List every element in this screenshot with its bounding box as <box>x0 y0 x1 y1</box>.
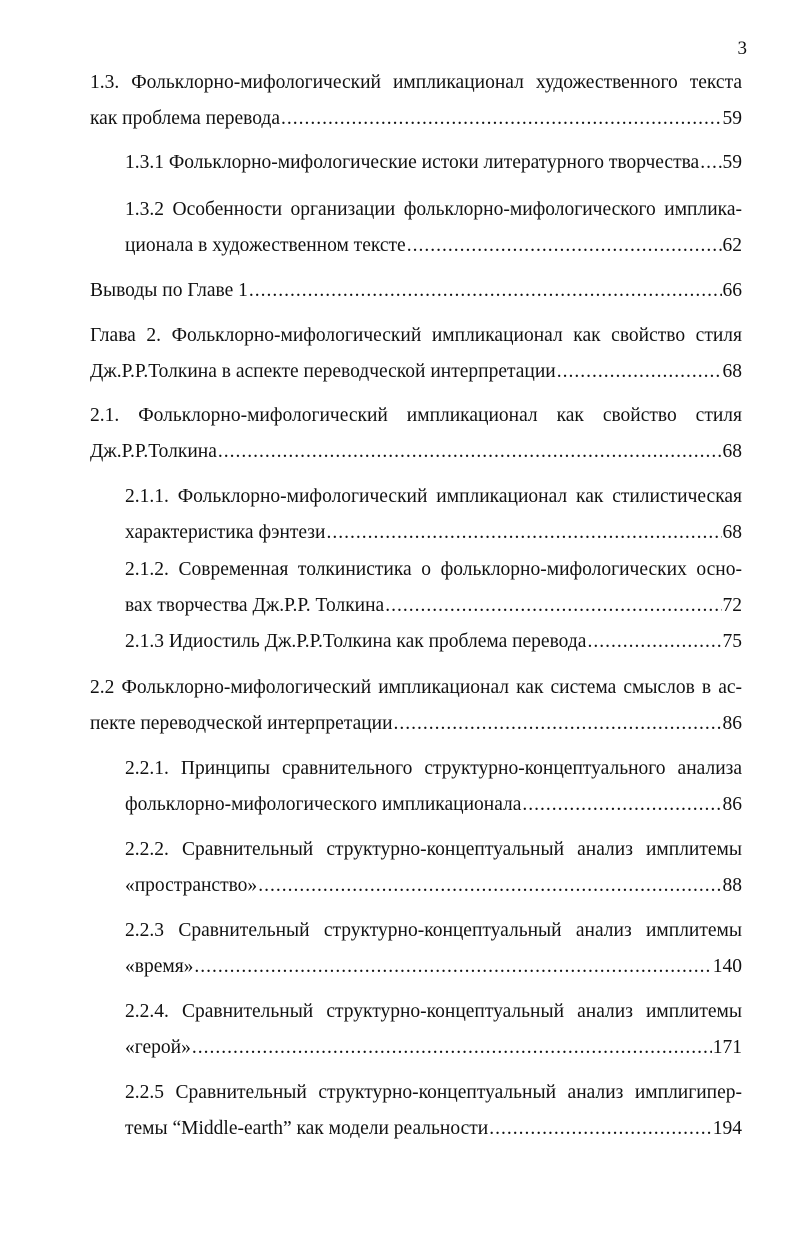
dot-leader <box>281 104 721 134</box>
dot-leader <box>194 952 711 982</box>
dot-leader <box>385 591 721 621</box>
dot-leader <box>394 709 722 739</box>
toc-entry-title: фольклорно-мифологического импликационала <box>125 794 522 815</box>
toc-entry-2-2 <box>90 709 742 739</box>
toc-entry-title: темы “Middle-earth” как модели реальности <box>125 1118 489 1139</box>
toc-entry-2-1-1-line1: 2.1.1. Фольклорно-мифологический импликационал как стилистическая <box>125 486 742 507</box>
toc-entry-page: 140 <box>712 956 742 977</box>
toc-entry-2-1-3 <box>125 627 742 657</box>
toc-entry-page: 59 <box>722 108 742 129</box>
toc-entry-page: 86 <box>722 713 742 734</box>
toc-entry-title: 2.1.3 Идиостиль Дж.Р.Р.Толкина как проблема перевода <box>125 631 587 652</box>
toc-entry-page: 72 <box>722 595 742 616</box>
toc-entry-1-3-1 <box>125 148 742 178</box>
toc-entry-chapter-2-line1: Глава 2. Фольклорно-мифологический импликационал как свойство стиля <box>90 325 742 346</box>
dot-leader <box>258 871 721 901</box>
dot-leader <box>489 1114 712 1144</box>
toc-entry-2-2-1 <box>125 790 742 820</box>
toc-entry-2-2-3-line1: 2.2.3 Сравнительный структурно-концептуальный анализ имплитемы <box>125 920 742 941</box>
toc-entry-2-2-3 <box>125 952 742 982</box>
dot-leader <box>557 357 722 387</box>
toc-entry-page: 86 <box>722 794 742 815</box>
toc-entry-2-2-line1: 2.2 Фольклорно-мифологический импликационал как система смыслов в ас- <box>90 677 742 698</box>
toc-entry-page: 68 <box>722 441 742 462</box>
toc-entry-2-1-line1: 2.1. Фольклорно-мифологический импликационал как свойство стиля <box>90 405 742 426</box>
toc-entry-title: пекте переводческой интерпретации <box>90 713 393 734</box>
toc-entry-title: «пространство» <box>125 875 258 896</box>
toc-entry-2-1-2-line1: 2.1.2. Современная толкинистика о фольклорно-мифологических осно- <box>125 559 742 580</box>
toc-entry-title: «время» <box>125 956 194 977</box>
toc-entry-page: 68 <box>722 522 742 543</box>
dot-leader <box>522 790 721 820</box>
dot-leader <box>587 627 721 657</box>
toc-entry-page: 62 <box>722 235 742 256</box>
toc-entry-page: 66 <box>722 280 742 301</box>
toc-entry-2-2-2-line1: 2.2.2. Сравнительный структурно-концептуальный анализ имплитемы <box>125 839 742 860</box>
page-number: 3 <box>737 38 747 59</box>
toc-entry-title: характеристика фэнтези <box>125 522 326 543</box>
toc-entry-title: «герой» <box>125 1037 191 1058</box>
toc-entry-2-2-4 <box>125 1033 742 1063</box>
dot-leader <box>407 231 722 261</box>
toc-entry-chapter-2 <box>90 357 742 387</box>
toc-entry-page: 75 <box>722 631 742 652</box>
toc-entry-2-2-5-line1: 2.2.5 Сравнительный структурно-концептуальный анализ имплигипер- <box>125 1082 742 1103</box>
toc-entry-1-3-line1: 1.3. Фольклорно-мифологический импликационал художественного текста <box>90 72 742 93</box>
toc-entry-page: 171 <box>712 1037 742 1058</box>
toc-entry-title: Дж.Р.Р.Толкина в аспекте переводческой интерпретации <box>90 361 556 382</box>
toc-entry-title: ционала в художественном тексте <box>125 235 406 256</box>
toc-entry-2-2-2 <box>125 871 742 901</box>
toc-entry-page: 59 <box>722 152 742 173</box>
dot-leader <box>192 1033 712 1063</box>
toc-entry-1-3 <box>90 104 742 134</box>
toc-entry-2-1-2 <box>125 591 742 621</box>
toc-entry-title: вах творчества Дж.Р.Р. Толкина <box>125 595 385 616</box>
toc-entry-page: 194 <box>712 1118 742 1139</box>
toc-entry-title: 1.3.1 Фольклорно-мифологические истоки литературного творчества <box>125 152 700 173</box>
toc-entry-page: 68 <box>722 361 742 382</box>
toc-entry-page: 88 <box>722 875 742 896</box>
dot-leader <box>700 148 721 178</box>
toc-entry-2-2-1-line1: 2.2.1. Принципы сравнительного структурно-концептуального анализа <box>125 758 742 779</box>
toc-entry-2-1 <box>90 437 742 467</box>
toc-entry-1-3-2 <box>125 231 742 261</box>
dot-leader <box>326 518 721 548</box>
toc-entry-conclusions-1 <box>90 276 742 306</box>
toc-entry-1-3-2-line1: 1.3.2 Особенности организации фольклорно-мифологического имплика- <box>125 199 742 220</box>
toc-entry-title: Выводы по Главе 1 <box>90 280 248 301</box>
toc-entry-2-1-1 <box>125 518 742 548</box>
toc-entry-2-2-5 <box>125 1114 742 1144</box>
toc-entry-2-2-4-line1: 2.2.4. Сравнительный структурно-концептуальный анализ имплитемы <box>125 1001 742 1022</box>
toc-entry-title: как проблема перевода <box>90 108 281 129</box>
dot-leader <box>218 437 722 467</box>
dot-leader <box>249 276 722 306</box>
toc-entry-title: Дж.Р.Р.Толкина <box>90 441 217 462</box>
